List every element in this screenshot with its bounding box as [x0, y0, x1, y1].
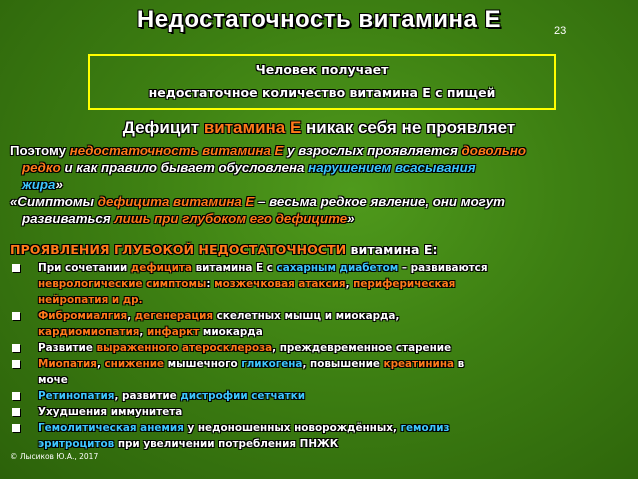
deficit-text-1: Дефицит: [122, 118, 204, 137]
list-item: [10, 308, 630, 340]
text-segment: »: [55, 177, 63, 192]
text-segment: мышечного: [164, 358, 242, 370]
highlight-box: [88, 54, 556, 110]
text-segment: выраженного атеросклероза: [96, 342, 273, 354]
text-segment: гемолиз: [400, 422, 450, 434]
text-segment: скелетных мышц и миокарда,: [213, 310, 400, 322]
text-segment: , развитие: [114, 390, 181, 402]
text-segment: Фибромиалгия: [38, 310, 128, 322]
text-segment: дистрофии сетчатки: [180, 390, 305, 402]
text-segment: редко: [22, 160, 61, 175]
list-item: [10, 420, 630, 452]
list-item: [10, 404, 630, 420]
text-segment: витамина Е:: [346, 242, 438, 257]
text-segment: , повышение: [302, 358, 384, 370]
text-segment: при увеличении потребления ПНЖК: [114, 438, 339, 450]
text-segment: нарушением всасывания: [308, 160, 476, 175]
paragraph-1-line-1: [10, 142, 625, 159]
text-segment: дегенерация: [134, 310, 214, 322]
manifestations-list: [10, 260, 630, 452]
list-item: [10, 340, 630, 356]
paragraph-2-line-1: [10, 193, 625, 210]
slide-title: Недостаточность витамина Е: [136, 6, 502, 33]
text-segment: гликогена: [241, 358, 303, 370]
text-segment: ,: [139, 326, 147, 338]
text-segment: мозжечковая атаксия: [214, 278, 346, 290]
text-segment: , преждевременное старение: [272, 342, 452, 354]
text-segment: креатинина: [383, 358, 455, 370]
square-bullet-icon: [12, 360, 20, 368]
list-item: [10, 260, 630, 308]
text-segment: Ухудшения иммунитета: [38, 406, 183, 418]
deficit-statement: [0, 118, 638, 138]
text-segment: – развиваются: [398, 262, 488, 274]
deficit-text-3: никак себя не проявляет: [301, 118, 516, 137]
deficit-text-2: витамина Е: [203, 118, 302, 137]
text-segment: у взрослых проявляется: [283, 143, 462, 158]
text-segment: :: [206, 278, 215, 290]
text-segment: дефицита: [130, 262, 192, 274]
text-segment: Поэтому: [10, 143, 70, 158]
copyright-footer: © Лысиков Ю.А., 2017: [10, 452, 99, 461]
text-segment: Миопатия: [38, 358, 97, 370]
text-segment: ,: [96, 358, 105, 370]
slide-number: 23: [554, 25, 567, 37]
text-segment: – весьма редкое явление, они могут: [254, 194, 506, 209]
text-segment: моче: [38, 374, 68, 386]
highlight-line-2: недостаточное количество витамина Е с пищей: [148, 85, 496, 100]
text-segment: развиваться: [22, 211, 115, 226]
text-segment: нейропатия и др.: [38, 294, 143, 306]
text-segment: неврологические симптомы: [38, 278, 207, 290]
text-segment: и как правило бывает обусловлена: [60, 160, 309, 175]
text-segment: миокарда: [199, 326, 263, 338]
text-segment: Ретинопатия: [38, 390, 115, 402]
text-segment: витамина Е с: [191, 262, 277, 274]
text-segment: дефицита витамина Е: [97, 194, 255, 209]
text-segment: жира: [22, 177, 56, 192]
section-heading: [10, 242, 625, 257]
square-bullet-icon: [12, 312, 20, 320]
highlight-line-1: Человек получает: [255, 62, 389, 77]
square-bullet-icon: [12, 408, 20, 416]
text-segment: периферическая: [353, 278, 456, 290]
text-segment: кардиомиопатия: [38, 326, 140, 338]
paragraph-1: [10, 142, 625, 193]
square-bullet-icon: [12, 264, 20, 272]
text-segment: ,: [345, 278, 354, 290]
paragraph-1-line-2: [10, 159, 625, 176]
text-segment: эритроцитов: [38, 438, 115, 450]
paragraph-1-line-3: [10, 176, 625, 193]
text-segment: довольно: [461, 143, 526, 158]
text-segment: снижение: [104, 358, 165, 370]
text-segment: ПРОЯВЛЕНИЯ ГЛУБОКОЙ НЕДОСТАТОЧНОСТИ: [10, 242, 347, 257]
paragraph-2-line-2: [10, 210, 625, 227]
text-segment: ,: [127, 310, 135, 322]
list-item: [10, 388, 630, 404]
text-segment: недостаточность витамина Е: [69, 143, 284, 158]
text-segment: «Симптомы: [10, 194, 98, 209]
square-bullet-icon: [12, 424, 20, 432]
text-segment: Развитие: [38, 342, 97, 354]
text-segment: инфаркт: [146, 326, 200, 338]
text-segment: »: [347, 211, 355, 226]
text-segment: в: [454, 358, 465, 370]
text-segment: лишь при глубоком его дефиците: [114, 211, 348, 226]
square-bullet-icon: [12, 344, 20, 352]
text-segment: сахарным диабетом: [276, 262, 399, 274]
square-bullet-icon: [12, 392, 20, 400]
text-segment: Гемолитическая анемия: [38, 422, 184, 434]
text-segment: При сочетании: [38, 262, 131, 274]
list-item: [10, 356, 630, 388]
text-segment: у недоношенных новорождённых,: [183, 422, 401, 434]
paragraph-2: [10, 193, 625, 227]
